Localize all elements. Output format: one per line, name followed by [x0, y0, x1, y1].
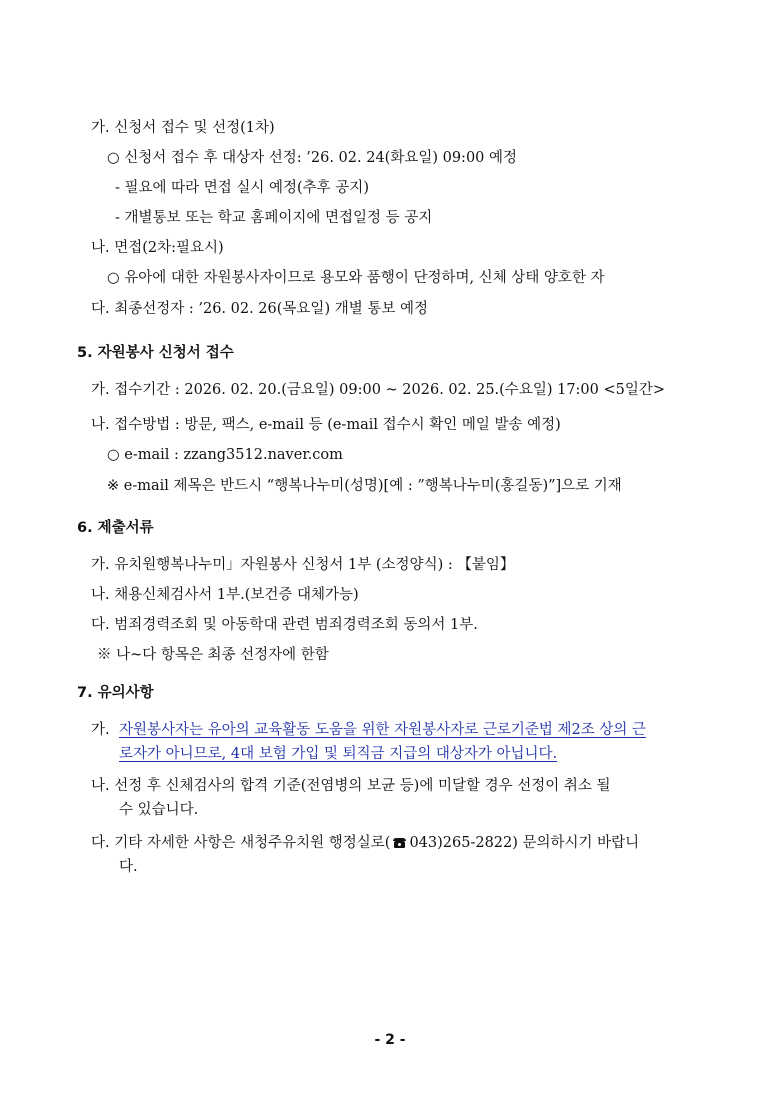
s4-ga-dash1: - 필요에 따라 면접 실시 예정(추후 공지) [115, 180, 369, 196]
s7-item-ga-line2: 로자가 아니므로, 4대 보험 가입 및 퇴직금 지급의 대상자가 아닙니다. [119, 746, 558, 762]
s7-item-da-line2: 다. [119, 859, 138, 875]
s7-item-ga-label: 가. [91, 722, 110, 738]
s6-note: ※ 나~다 항목은 최종 선정자에 한함 [97, 647, 329, 663]
s4-na-circle: ○ 유아에 대한 자원봉사자이므로 용모와 품행이 단정하며, 신체 상태 양호한 자 [107, 270, 605, 286]
s5-note: ※ e-mail 제목은 반드시 “행복나누미(성명)[예 : ”행복나누미(홍길동)”]으로 기재 [107, 478, 622, 494]
s7-item-na-line1: 나. 선정 후 신체검사의 합격 기준(전염병의 보균 등)에 미달할 경우 선정이 취소 될 [91, 778, 611, 794]
s7-da-text-b: 043)265-2822) 문의하시기 바랍니 [409, 835, 640, 851]
s7-da-text-a: 다. 기타 자세한 사항은 새청주유치원 행정실로( [91, 835, 391, 851]
s7-item-na-line2: 수 있습니다. [119, 802, 199, 818]
s6-item-ga: 가. 유치원행복나누미」자원봉사 신청서 1부 (소정양식) : 【붙임】 [91, 557, 515, 573]
s4-ga-circle: ○ 신청서 접수 후 대상자 선정: ’26. 02. 24(화요일) 09:00 예정 [107, 150, 518, 166]
s5-heading: 5. 자원봉사 신청서 접수 [77, 345, 234, 361]
s6-item-na: 나. 채용신체검사서 1부.(보건증 대체가능) [91, 587, 359, 603]
s4-ga-dash2: - 개별통보 또는 학교 홈페이지에 면접일정 등 공지 [115, 210, 433, 226]
s5-item-na: 나. 접수방법 : 방문, 팩스, e-mail 등 (e-mail 접수시 확인 메일 발송 예정) [91, 417, 561, 433]
s4-item-na: 나. 면접(2차:필요시) [91, 240, 224, 256]
phone-icon [393, 838, 406, 848]
s7-heading: 7. 유의사항 [77, 685, 154, 701]
s5-item-ga: 가. 접수기간 : 2026. 02. 20.(금요일) 09:00 ~ 2026. 02. 25.(수요일) 17:00 <5일간> [91, 382, 666, 398]
s7-item-ga-line1: 자원봉사자는 유아의 교육활동 도움을 위한 자원봉사자로 근로기준법 제2조 상의 근 [119, 722, 646, 738]
s6-heading: 6. 제출서류 [77, 520, 154, 536]
page-number: - 2 - [374, 1032, 406, 1048]
s7-item-da-line1 [91, 833, 639, 853]
s4-item-da: 다. 최종선정자 : ’26. 02. 26(목요일) 개별 통보 예정 [91, 301, 428, 317]
s4-item-ga: 가. 신청서 접수 및 선정(1차) [91, 120, 275, 136]
s6-item-da: 다. 범죄경력조회 및 아동학대 관련 범죄경력조회 동의서 1부. [91, 617, 478, 633]
s5-email: ○ e-mail : zzang3512.naver.com [107, 447, 343, 463]
